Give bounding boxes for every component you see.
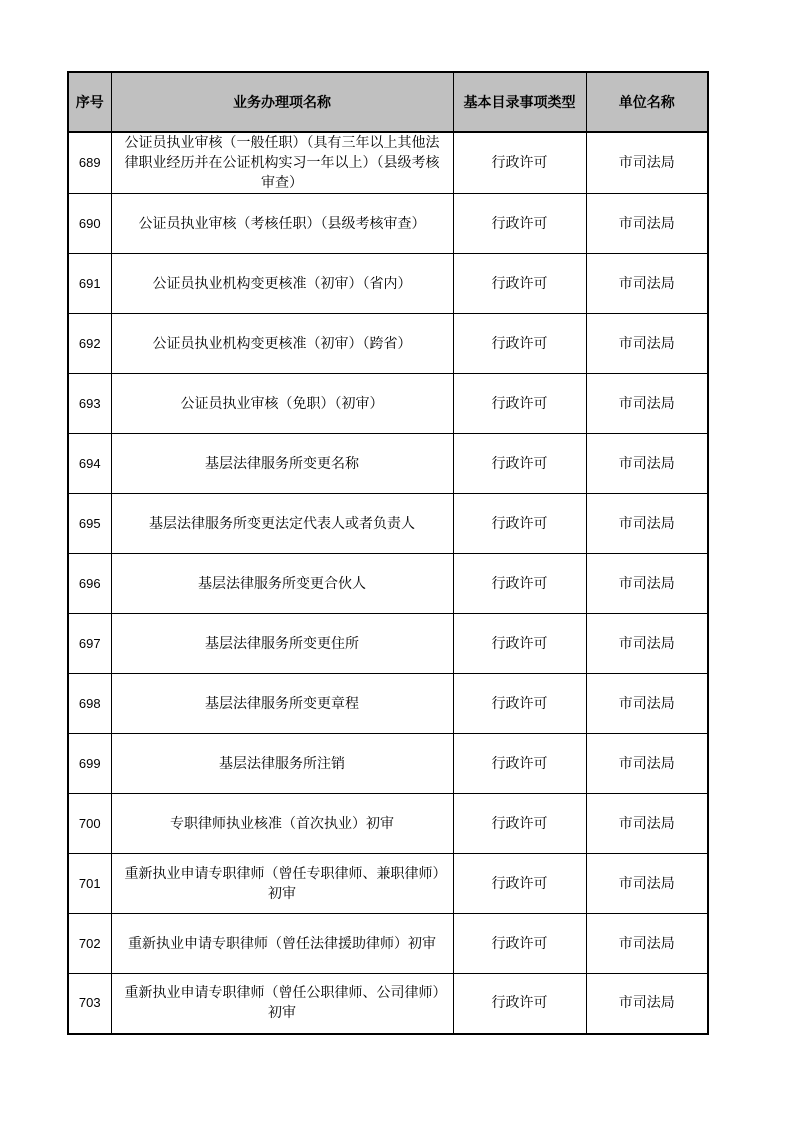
cell-unit-name: 市司法局 bbox=[586, 374, 708, 434]
cell-serial-number: 702 bbox=[68, 914, 111, 974]
cell-item-type: 行政许可 bbox=[453, 254, 586, 314]
cell-unit-name: 市司法局 bbox=[586, 494, 708, 554]
cell-item-type: 行政许可 bbox=[453, 914, 586, 974]
cell-unit-name: 市司法局 bbox=[586, 794, 708, 854]
service-items-table bbox=[67, 71, 709, 1035]
cell-serial-number: 690 bbox=[68, 194, 111, 254]
header-item-name: 业务办理项名称 bbox=[111, 72, 453, 132]
header-serial-number: 序号 bbox=[68, 72, 111, 132]
cell-item-type: 行政许可 bbox=[453, 194, 586, 254]
cell-unit-name: 市司法局 bbox=[586, 254, 708, 314]
cell-serial-number: 699 bbox=[68, 734, 111, 794]
cell-serial-number: 694 bbox=[68, 434, 111, 494]
cell-serial-number: 691 bbox=[68, 254, 111, 314]
cell-serial-number: 703 bbox=[68, 974, 111, 1034]
cell-unit-name: 市司法局 bbox=[586, 434, 708, 494]
cell-item-name: 重新执业申请专职律师（曾任公职律师、公司律师）初审 bbox=[111, 974, 453, 1034]
cell-item-name: 基层法律服务所变更合伙人 bbox=[111, 554, 453, 614]
cell-item-type: 行政许可 bbox=[453, 614, 586, 674]
cell-item-type: 行政许可 bbox=[453, 314, 586, 374]
table-row bbox=[68, 734, 708, 794]
cell-item-type: 行政许可 bbox=[453, 434, 586, 494]
cell-unit-name: 市司法局 bbox=[586, 614, 708, 674]
cell-serial-number: 697 bbox=[68, 614, 111, 674]
cell-item-type: 行政许可 bbox=[453, 374, 586, 434]
cell-item-name: 基层法律服务所变更名称 bbox=[111, 434, 453, 494]
cell-unit-name: 市司法局 bbox=[586, 314, 708, 374]
cell-serial-number: 700 bbox=[68, 794, 111, 854]
cell-unit-name: 市司法局 bbox=[586, 554, 708, 614]
table-row bbox=[68, 554, 708, 614]
cell-item-type: 行政许可 bbox=[453, 132, 586, 194]
cell-unit-name: 市司法局 bbox=[586, 974, 708, 1034]
cell-serial-number: 698 bbox=[68, 674, 111, 734]
cell-serial-number: 695 bbox=[68, 494, 111, 554]
cell-item-name: 重新执业申请专职律师（曾任专职律师、兼职律师）初审 bbox=[111, 854, 453, 914]
cell-unit-name: 市司法局 bbox=[586, 194, 708, 254]
table-row bbox=[68, 194, 708, 254]
table-row bbox=[68, 434, 708, 494]
table-row bbox=[68, 854, 708, 914]
cell-item-name: 重新执业申请专职律师（曾任法律援助律师）初审 bbox=[111, 914, 453, 974]
cell-item-type: 行政许可 bbox=[453, 554, 586, 614]
table-row bbox=[68, 674, 708, 734]
cell-item-name: 基层法律服务所变更住所 bbox=[111, 614, 453, 674]
cell-unit-name: 市司法局 bbox=[586, 734, 708, 794]
table-row bbox=[68, 314, 708, 374]
cell-item-name: 公证员执业机构变更核准（初审）（省内） bbox=[111, 254, 453, 314]
cell-item-type: 行政许可 bbox=[453, 734, 586, 794]
cell-item-name: 公证员执业审核（免职）（初审） bbox=[111, 374, 453, 434]
header-item-type: 基本目录事项类型 bbox=[453, 72, 586, 132]
cell-item-type: 行政许可 bbox=[453, 794, 586, 854]
table-row bbox=[68, 374, 708, 434]
cell-item-name: 公证员执业审核（考核任职）（县级考核审查） bbox=[111, 194, 453, 254]
cell-item-type: 行政许可 bbox=[453, 494, 586, 554]
cell-unit-name: 市司法局 bbox=[586, 674, 708, 734]
cell-item-type: 行政许可 bbox=[453, 854, 586, 914]
cell-serial-number: 701 bbox=[68, 854, 111, 914]
cell-serial-number: 696 bbox=[68, 554, 111, 614]
cell-item-type: 行政许可 bbox=[453, 674, 586, 734]
cell-item-name: 专职律师执业核准（首次执业）初审 bbox=[111, 794, 453, 854]
cell-serial-number: 689 bbox=[68, 132, 111, 194]
table-row bbox=[68, 914, 708, 974]
cell-serial-number: 692 bbox=[68, 314, 111, 374]
cell-item-name: 基层法律服务所变更法定代表人或者负责人 bbox=[111, 494, 453, 554]
table-row bbox=[68, 494, 708, 554]
cell-unit-name: 市司法局 bbox=[586, 132, 708, 194]
cell-item-name: 公证员执业机构变更核准（初审）（跨省） bbox=[111, 314, 453, 374]
table-row bbox=[68, 254, 708, 314]
cell-item-type: 行政许可 bbox=[453, 974, 586, 1034]
table-row bbox=[68, 132, 708, 194]
cell-item-name: 基层法律服务所变更章程 bbox=[111, 674, 453, 734]
cell-item-name: 基层法律服务所注销 bbox=[111, 734, 453, 794]
cell-unit-name: 市司法局 bbox=[586, 914, 708, 974]
cell-serial-number: 693 bbox=[68, 374, 111, 434]
table-row bbox=[68, 614, 708, 674]
table-row bbox=[68, 794, 708, 854]
cell-item-name: 公证员执业审核（一般任职）（具有三年以上其他法律职业经历并在公证机构实习一年以上）（县级考核审查） bbox=[111, 132, 453, 194]
table-row bbox=[68, 974, 708, 1034]
cell-unit-name: 市司法局 bbox=[586, 854, 708, 914]
table-header-row bbox=[68, 72, 708, 132]
header-unit-name: 单位名称 bbox=[586, 72, 708, 132]
